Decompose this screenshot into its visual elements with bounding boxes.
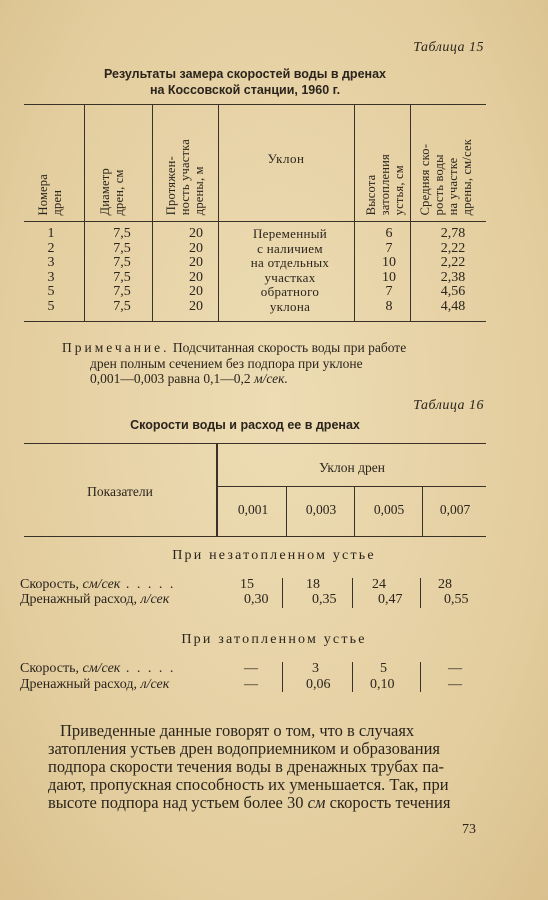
header-slope: Уклон [267, 151, 305, 166]
slope-0007: 0,007 [439, 502, 471, 517]
col-divider [354, 487, 355, 536]
slope-0001: 0,001 [237, 502, 269, 517]
cell-s1-speed: 18 [306, 577, 320, 592]
col-divider [282, 578, 283, 608]
cell-s2-flow: — [244, 677, 258, 692]
body-paragraph: Приведенные данные говорят о том, что в случаях затопления устьев дрен водоприемником и образования подпора скорости течения воды в дренажных трубах па- дают, пропускная способность их уменьшается. Так, при высоте подпора над устьем более 30 см скорость течения [48, 721, 451, 812]
row-flow-label: Дренажный расход, л/сек [20, 592, 170, 607]
cell-s2-flow: — [448, 677, 462, 692]
header-drain-number: Номера дрен [36, 173, 64, 215]
row-speed-label: Скорость, см/сек . . . . . [20, 577, 176, 592]
cell-s2-flow: 0,10 [370, 677, 395, 692]
header-indicators: Показатели [87, 484, 153, 499]
col-divider [420, 662, 421, 692]
col-divider [354, 105, 355, 321]
table-15-label: Таблица 15 [413, 40, 484, 55]
column-flood-height: 6 7 10 10 7 8 [382, 226, 396, 314]
column-slope: Переменный с наличием на отдельных участках обратного уклона [250, 226, 330, 314]
cell-s2-speed: — [244, 661, 258, 676]
table-15 [24, 104, 486, 322]
column-length: 20 20 20 20 20 20 [189, 226, 203, 314]
col-divider [420, 578, 421, 608]
col-divider [410, 105, 411, 321]
col-divider [152, 105, 153, 321]
header-drain-slope: Уклон дрен [319, 460, 385, 475]
table-15-title: Результаты замера скоростей воды в дренах на Коссовской станции, 1960 г. [104, 67, 386, 97]
table-16-label: Таблица 16 [413, 398, 484, 413]
cell-s1-speed: 28 [438, 577, 452, 592]
column-drain-number: 1 2 3 3 5 5 [47, 226, 55, 314]
cell-s1-speed: 24 [372, 577, 386, 592]
cell-s1-flow: 0,47 [378, 592, 403, 607]
cell-s1-flow: 0,30 [244, 592, 269, 607]
cell-s2-speed: 3 [312, 661, 319, 676]
page-number: 73 [462, 822, 476, 837]
column-avg-speed: 2,78 2,22 2,22 2,38 4,56 4,48 [440, 226, 466, 314]
cell-s1-flow: 0,35 [312, 592, 337, 607]
table-16-title: Скорости воды и расход ее в дренах [130, 418, 360, 432]
col-divider [282, 662, 283, 692]
header-length: Протяжен- ность участка дрены, м [164, 138, 206, 215]
cell-s2-speed: — [448, 661, 462, 676]
header-divider [218, 486, 486, 487]
header-flood-height: Высота затопления устья, см [364, 153, 406, 215]
section-flooded: При затопленном устье [181, 632, 367, 647]
col-divider [216, 444, 218, 536]
cell-s1-flow: 0,55 [444, 592, 469, 607]
cell-s2-flow: 0,06 [306, 677, 331, 692]
table-15-note: Примечание. Подсчитанная скорость воды при работе дрен полным сечением без подпора при уклоне 0,001—0,003 равна 0,1—0,2 м/сек. [62, 340, 407, 386]
note-lead: Примечание. [62, 340, 170, 355]
column-diameter: 7,5 7,5 7,5 7,5 7,5 7,5 [113, 226, 131, 314]
col-divider [352, 662, 353, 692]
cell-s1-speed: 15 [240, 577, 254, 592]
header-avg-speed: Средняя ско- рость воды на участке дрены, см/сек [418, 138, 474, 215]
section-unflooded: При незатопленном устье [172, 548, 376, 563]
table-16-header [24, 443, 486, 537]
row-speed-label: Скорость, см/сек . . . . . [20, 661, 176, 676]
col-divider [84, 105, 85, 321]
col-divider [218, 105, 219, 321]
slope-0003: 0,003 [305, 502, 337, 517]
header-diameter: Диаметр дрен, см [98, 167, 126, 215]
col-divider [286, 487, 287, 536]
table-15-header [24, 105, 486, 222]
row-flow-label: Дренажный расход, л/сек [20, 677, 170, 692]
slope-0005: 0,005 [373, 502, 405, 517]
cell-s2-speed: 5 [380, 661, 387, 676]
col-divider [352, 578, 353, 608]
